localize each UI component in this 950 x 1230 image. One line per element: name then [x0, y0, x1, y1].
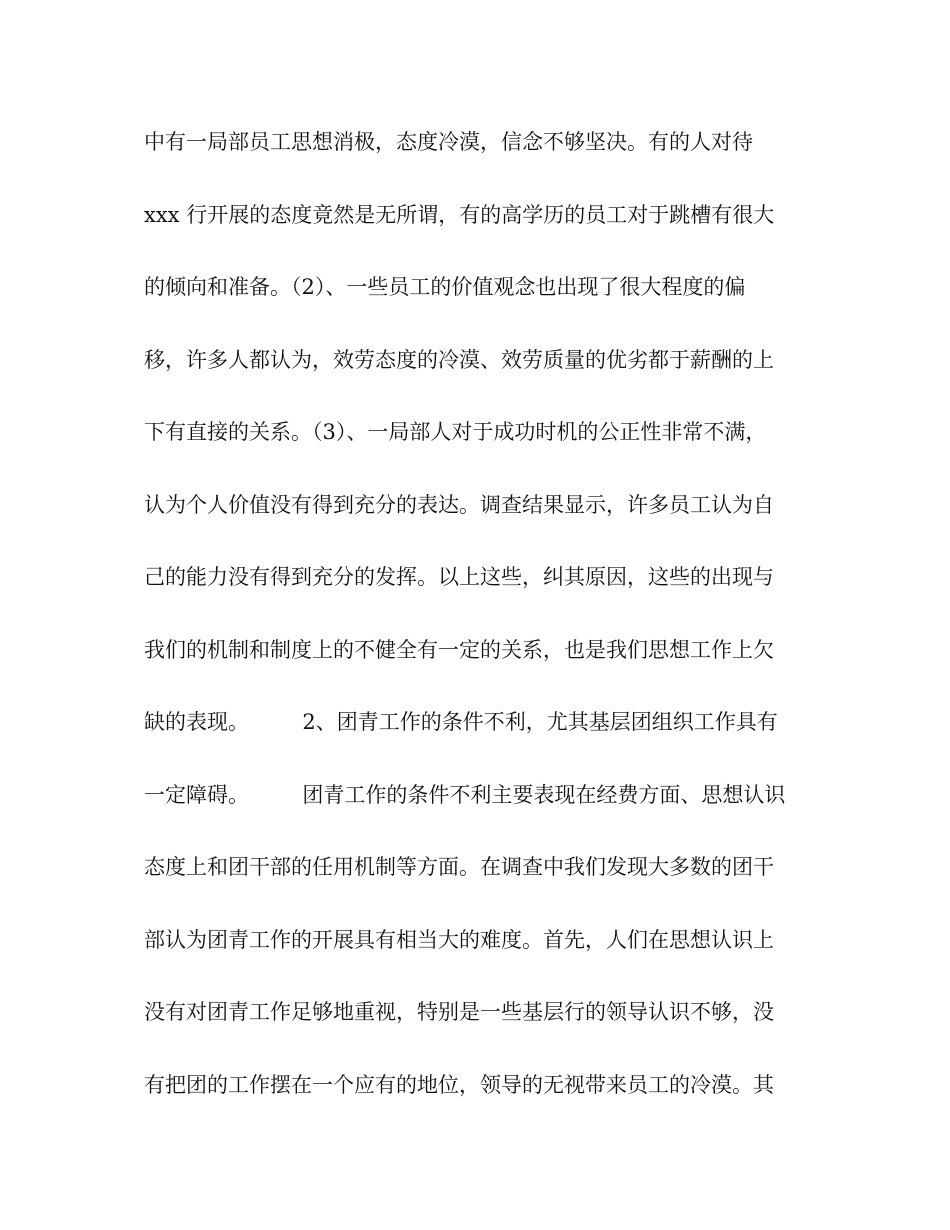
- text-line: 有把团的工作摆在一个应有的地位，领导的无视带来员工的冷漠。其: [144, 1072, 774, 1097]
- text-line: 中有一局部员工思想消极，态度冷漠，信念不够坚决。有的人对待: [144, 130, 753, 154]
- text-line: 一定障碍。 团青工作的条件不利主要表现在经费方面、思想认识: [144, 782, 786, 807]
- text-line: 己的能力没有得到充分的发挥。以上这些，纠其原因，这些的出现与: [144, 565, 774, 589]
- text-line: 缺的表现。 2、团青工作的条件不利，尤其基层团组织工作具有: [144, 710, 778, 734]
- text-line: 部认为团青工作的开展具有相当大的难度。首先，人们在思想认识上: [144, 927, 774, 952]
- text-line: 没有对团青工作足够地重视，特别是一些基层行的领导认识不够，没: [144, 1000, 774, 1024]
- text-line: 的倾向和准备。（2）、一些员工的价值观念也出现了很大程度的偏: [144, 275, 746, 299]
- text-line: 认为个人价值没有得到充分的表达。调查结果显示，许多员工认为自: [144, 492, 774, 517]
- text-line: 态度上和团干部的任用机制等方面。在调查中我们发现大多数的团干: [144, 855, 774, 879]
- text-line: 我们的机制和制度上的不健全有一定的关系，也是我们思想工作上欠: [144, 637, 774, 662]
- text-line: 下有直接的关系。（3）、一局部人对于成功时机的公正性非常不满，: [144, 420, 767, 444]
- text-line: 移，许多人都认为，效劳态度的冷漠、效劳质量的优劣都于薪酬的上: [144, 347, 774, 372]
- text-line: xxx 行开展的态度竟然是无所谓，有的高学历的员工对于跳槽有很大: [144, 202, 775, 227]
- body-text: [144, 118, 824, 1133]
